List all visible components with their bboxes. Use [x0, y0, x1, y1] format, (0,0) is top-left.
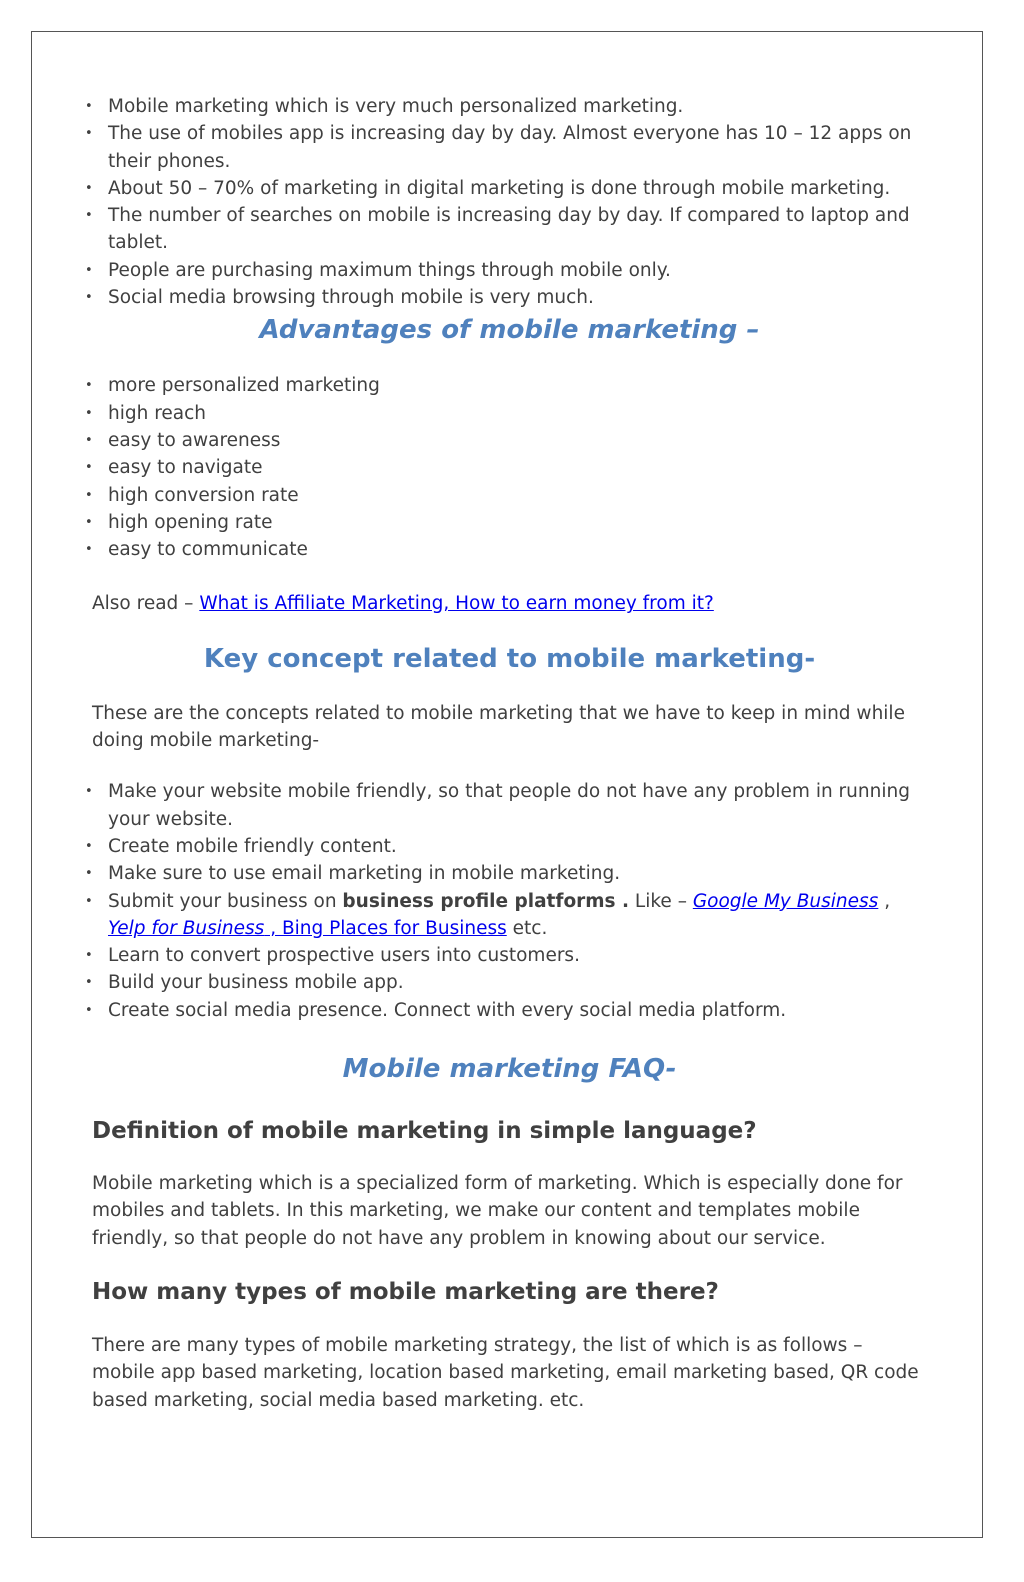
key-concept-list — [92, 778, 927, 1024]
list-item: • Mobile marketing which is very much personalized marketing. — [92, 93, 927, 120]
business-separator: , — [878, 890, 891, 912]
business-prefix: Submit your business on — [108, 890, 343, 912]
key-concept-intro: These are the concepts related to mobile marketing that we have to keep in mind while doing mobile marketing- — [92, 702, 905, 752]
list-item: • Make sure to use email marketing in mobile marketing. — [92, 860, 927, 887]
list-item-business-platforms — [92, 888, 927, 943]
google-my-business-link[interactable]: Google My Business — [692, 890, 879, 912]
list-item: • Learn to convert prospective users into customers. — [92, 942, 927, 969]
list-item: • Social media browsing through mobile is very much. — [92, 284, 927, 311]
document-content — [92, 93, 927, 1414]
list-item: • About 50 – 70% of marketing in digital marketing is done through mobile marketing. — [92, 175, 927, 202]
faq-question-2: How many types of mobile marketing are there? — [92, 1278, 719, 1305]
intro-list — [92, 93, 927, 311]
list-item: • Make your website mobile friendly, so that people do not have any problem in running your website. — [92, 778, 927, 833]
list-item: • Create social media presence. Connect with every social media platform. — [92, 997, 927, 1024]
advantages-heading: Advantages of mobile marketing – — [259, 315, 760, 346]
list-item: • Build your business mobile app. — [92, 969, 927, 996]
key-concept-heading: Key concept related to mobile marketing- — [203, 643, 816, 674]
business-suffix: etc. — [506, 917, 548, 939]
list-item: • high opening rate — [92, 509, 927, 536]
also-read — [92, 590, 927, 617]
list-item: • People are purchasing maximum things through mobile only. — [92, 257, 927, 284]
list-item: • more personalized marketing — [92, 372, 927, 399]
list-item: • high conversion rate — [92, 482, 927, 509]
list-item: • easy to navigate — [92, 454, 927, 481]
faq-question-1: Definition of mobile marketing in simple language? — [92, 1118, 757, 1145]
business-bold-text: business profile platforms . — [342, 890, 630, 912]
faq-answer-1: Mobile marketing which is a specialized form of marketing. Which is especially done for mobiles and tablets. In this marketing, we make our content and templates mobile friendly, so that people do not have any problem in knowing about our service. — [92, 1173, 903, 1249]
faq-heading: Mobile marketing FAQ- — [342, 1054, 677, 1085]
list-item: • The use of mobiles app is increasing day by day. Almost everyone has 10 – 12 apps on their phones. — [92, 120, 927, 175]
faq-answer-2: There are many types of mobile marketing strategy, the list of which is as follows – mobile app based marketing, location based marketing, email marketing based, QR code based marketing, social media based marketing. etc. — [92, 1334, 919, 1411]
list-item: • easy to awareness — [92, 427, 927, 454]
list-item: • high reach — [92, 400, 927, 427]
advantages-list — [92, 372, 927, 563]
yelp-for-business-link[interactable]: Yelp for Business — [108, 917, 265, 939]
bing-places-link[interactable]: , Bing Places for Business — [264, 917, 507, 939]
also-read-prefix: Also read – — [92, 593, 200, 615]
list-item: • The number of searches on mobile is increasing day by day. If compared to laptop and tablet. — [92, 202, 927, 257]
list-item: • Create mobile friendly content. — [92, 833, 927, 860]
business-like: Like – — [629, 890, 693, 912]
affiliate-marketing-link[interactable]: What is Affiliate Marketing, How to earn money from it? — [199, 593, 714, 615]
list-item: • easy to communicate — [92, 536, 927, 563]
